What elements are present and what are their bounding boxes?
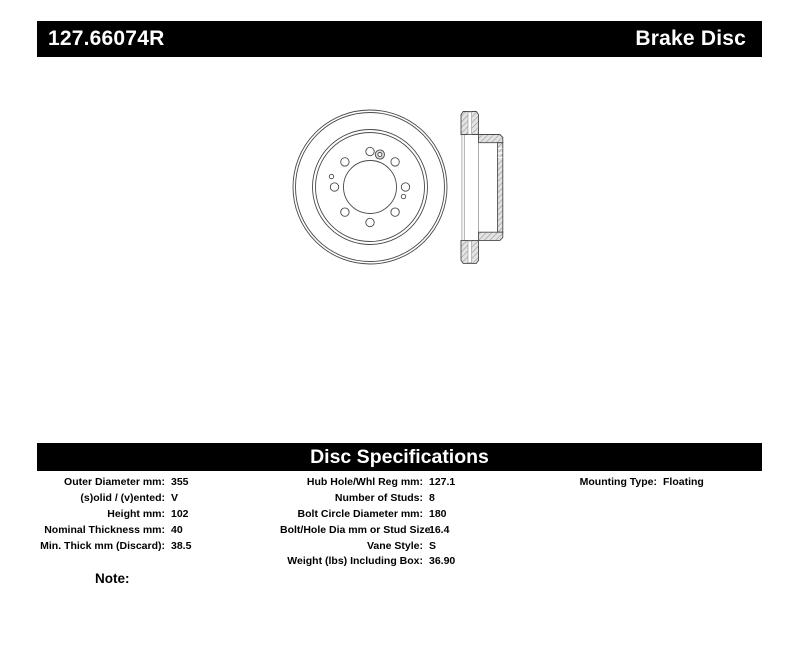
spec-value: 180 <box>429 507 447 520</box>
spec-row-hub-hole <box>280 474 455 490</box>
spec-value: 40 <box>171 523 183 536</box>
index-mark-inner <box>378 153 382 157</box>
spec-value: 8 <box>429 491 435 504</box>
spec-label: Hub Hole/Whl Reg mm: <box>306 475 423 488</box>
spec-label: Bolt/Hole Dia mm or Stud Size: <box>280 523 435 536</box>
spec-row-nominal-thickness <box>37 522 191 538</box>
pilot-hole <box>401 194 405 198</box>
spec-row-min-thick <box>37 538 191 554</box>
spec-row-height <box>37 506 191 522</box>
spec-label: (s)olid / (v)ented: <box>80 491 165 504</box>
rotor-slot-bottom <box>468 241 472 263</box>
center-bore <box>344 161 397 214</box>
spec-label: Mounting Type: <box>579 475 657 488</box>
spec-section-title: Disc Specifications <box>310 445 489 468</box>
disc-outer-edge-inner-line <box>296 113 445 262</box>
hat-outer-edge <box>316 133 425 242</box>
spec-row-weight <box>280 553 455 569</box>
hat-flange-top <box>479 135 503 143</box>
brake-disc-front-view <box>293 110 447 264</box>
spec-row-number-of-studs <box>280 490 455 506</box>
stud-hole <box>401 183 409 191</box>
spec-label: Vane Style: <box>366 539 423 552</box>
note-label: Note: <box>95 571 130 586</box>
spec-label: Height mm: <box>107 507 165 520</box>
spec-label: Nominal Thickness mm: <box>44 523 165 536</box>
product-type-title: Brake Disc <box>635 27 746 50</box>
pilot-hole <box>329 174 333 178</box>
stud-hole <box>366 218 374 226</box>
header-bar <box>37 21 762 57</box>
stud-hole <box>366 147 374 155</box>
hat-wall <box>498 143 503 233</box>
spec-value: 38.5 <box>171 539 192 552</box>
spec-row-mounting-type <box>540 474 704 490</box>
stud-hole <box>341 158 349 166</box>
spec-row-solid-vented <box>37 490 191 506</box>
spec-label: Min. Thick mm (Discard): <box>40 539 165 552</box>
spec-value: V <box>171 491 179 504</box>
stud-hole <box>330 183 338 191</box>
friction-surface-inner-edge <box>313 130 428 245</box>
spec-row-bolt-circle-diameter <box>280 506 455 522</box>
spec-column-left <box>37 474 191 553</box>
spec-value: S <box>429 539 437 552</box>
brake-disc-cross-section <box>461 112 503 264</box>
disc-outer-edge <box>293 110 447 264</box>
technical-drawing <box>283 96 517 286</box>
spec-value: 36.90 <box>429 555 456 568</box>
spec-row-bolt-hole-dia <box>280 522 455 538</box>
spec-section-bar <box>37 443 762 471</box>
spec-label: Bolt Circle Diameter mm: <box>297 507 423 520</box>
spec-column-middle <box>280 474 455 569</box>
spec-label: Outer Diameter mm: <box>64 475 165 488</box>
part-number: 127.66074R <box>48 27 165 50</box>
stud-hole <box>391 208 399 216</box>
spec-value: 127.1 <box>429 475 456 488</box>
rotor-slot-top <box>468 112 472 134</box>
spec-row-outer-diameter <box>37 474 191 490</box>
stud-hole <box>391 158 399 166</box>
spec-value: Floating <box>663 475 704 488</box>
spec-column-right <box>540 474 704 490</box>
spec-value: 102 <box>171 507 189 520</box>
spec-row-vane-style <box>280 538 455 554</box>
hat-flange-bottom <box>479 232 503 240</box>
spec-label: Weight (lbs) Including Box: <box>287 555 423 568</box>
spec-value: 355 <box>171 475 189 488</box>
stud-hole <box>341 208 349 216</box>
spec-label: Number of Studs: <box>334 491 423 504</box>
spec-value: 16.4 <box>429 523 450 536</box>
